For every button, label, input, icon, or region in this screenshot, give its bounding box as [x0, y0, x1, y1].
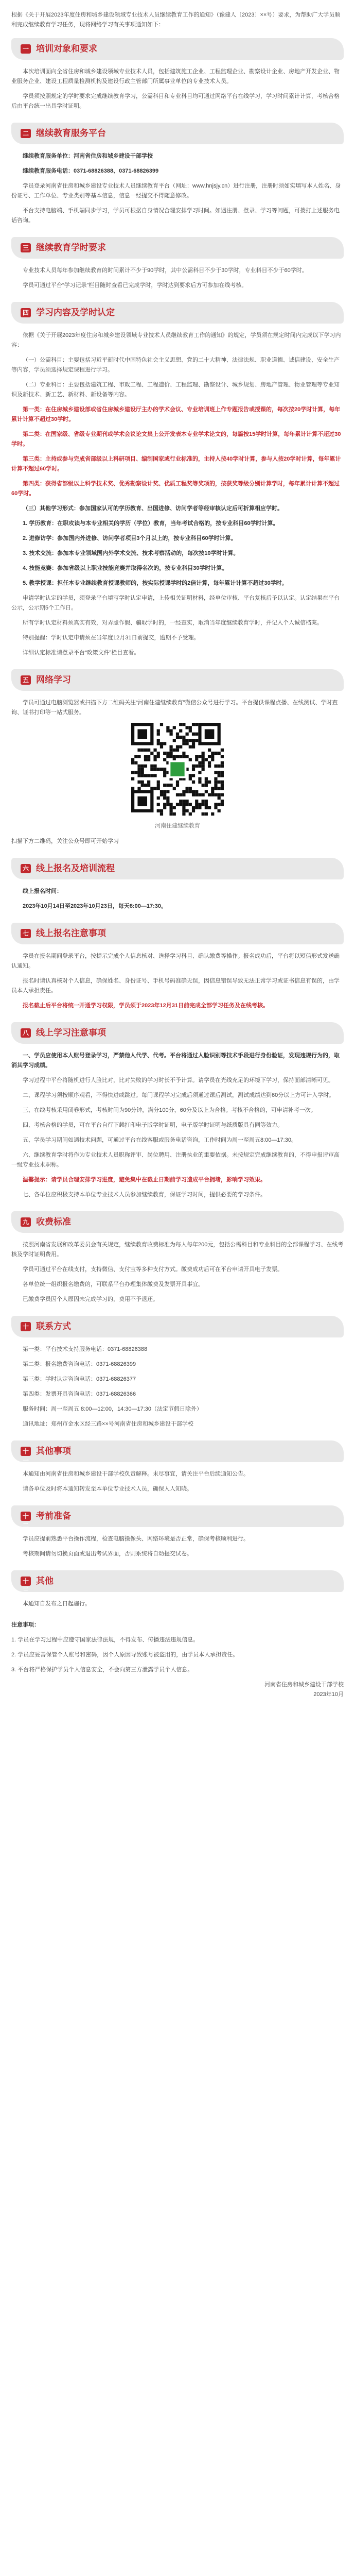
section-title-text: 学习内容及学时认定 [36, 308, 115, 317]
section-paragraph: 2. 进修访学：参加国内外进修、访问学者项目3个月以上的，按专业科目60学时计算。 [23, 535, 237, 541]
section-title-text: 联系方式 [36, 1321, 71, 1331]
section-number-badge: 七 [21, 929, 31, 938]
section-paragraph: 第二类：报名缴费咨询电话：0371-68826399 [23, 1361, 136, 1367]
section-paragraph: 考核期间请勿切换页面或退出考试界面，否则系统将自动提交试卷。 [23, 1551, 192, 1557]
section-title [11, 923, 344, 944]
section-title [11, 1316, 344, 1337]
section-number-badge: 四 [21, 308, 31, 317]
section-title [11, 1440, 344, 1462]
section-title [11, 1505, 344, 1527]
closing-notes [11, 1620, 344, 1675]
qr-code-image [131, 723, 224, 816]
section-paragraph: 报名时请认真核对个人信息，确保姓名、身份证号、手机号码准确无误，因信息错误导致无法正常学习或证书信息有误的，由学员本人承担责任。 [11, 978, 340, 994]
section-paragraph: 平台支持电脑端、手机端同步学习，学员可根据自身情况合理安排学习时间。如遇注册、登录、学习等问题，可拨打上述服务电话咨询。 [11, 208, 340, 224]
section-title [11, 1211, 344, 1233]
section [11, 38, 344, 111]
section-title [11, 123, 344, 144]
section-paragraph: 报名截止后平台将统一开通学习权限，学员须于2023年12月31日前完成全部学习任务及在线考核。 [23, 1003, 269, 1009]
section-title-text: 继续教育学时要求 [36, 243, 106, 252]
section [11, 669, 344, 846]
section-title-text: 继续教育服务平台 [36, 128, 106, 138]
qr-code-block [11, 723, 344, 829]
section [11, 237, 344, 291]
section-title-text: 其他 [36, 1576, 54, 1586]
section-paragraph: 特别提醒：学时认定申请须在当年度12月31日前提交，逾期不予受理。 [23, 635, 200, 641]
section-title [11, 302, 344, 324]
section-title [11, 858, 344, 879]
section-number-badge: 十二 [21, 1512, 31, 1521]
section [11, 923, 344, 1011]
closing-paragraph: 3. 平台将严格保护学员个人信息安全，不会向第三方泄露学员个人信息。 [11, 1667, 193, 1673]
qr-code-label: 河南住建继续教育 [155, 823, 200, 829]
section [11, 123, 344, 226]
section-number-badge: 九 [21, 1217, 31, 1227]
section-paragraph: 六、继续教育学时将作为专业技术人员职称评审、岗位聘用、注册执业的重要依据。未按规定完成继续教育的，不得申报评审高一级专业技术职称。 [11, 1152, 340, 1168]
section-title-text: 线上报名及培训流程 [36, 863, 115, 873]
section-paragraph: 所有学时认定材料须真实有效，对弄虚作假、骗取学时的，一经查实，取消当年度继续教育学时，并记入个人诚信档案。 [23, 620, 323, 626]
section [11, 302, 344, 658]
section-paragraph: 一、学员应使用本人账号登录学习，严禁他人代学、代考。平台将通过人脸识别等技术手段进行身份验证，发现违规行为的，取消其学习成绩。 [11, 1053, 340, 1069]
section-paragraph: 已缴费学员因个人原因未完成学习的，费用不予退还。 [23, 1296, 158, 1302]
sections-container [11, 38, 344, 1609]
section-paragraph: 依据《关于开展2023年度住房和城乡建设领域专业技术人员继续教育工作的通知》的规定，学员须在规定时间内完成以下学习内容： [11, 332, 341, 348]
closing-paragraph: 注意事项： [11, 1622, 40, 1628]
section-paragraph: 学习过程中平台将随机进行人脸比对，比对失败的学习时长不予计算。请学员在光线充足的环境下学习，保持面部清晰可见。 [23, 1077, 334, 1083]
section-paragraph: 学员可通过电脑浏览器或扫描下方二维码关注“河南住建继续教育”微信公众号进行学习。平台提供课程点播、在线测试、学时查询、证书打印等一站式服务。 [11, 700, 338, 716]
section [11, 1570, 344, 1609]
section-paragraph: 第一类：在住房城乡建设部或省住房城乡建设厅主办的学术会议、专业培训班上作专题报告或授课的，每次按20学时计算，每年累计计算不超过30学时。 [11, 406, 341, 422]
section-title [11, 1022, 344, 1044]
section-paragraph: 3. 技术交流：参加本专业领域国内外学术交流、技术考察活动的，每次按10学时计算。 [23, 550, 239, 556]
section-paragraph: 线上报名时间： [23, 888, 62, 894]
section-paragraph: 本通知由河南省住房和城乡建设干部学校负责解释。未尽事宜，请关注平台后续通知公告。 [23, 1471, 249, 1477]
signature-block [11, 1680, 344, 1700]
section-paragraph: 四、考核合格的学员，可在平台自行下载打印电子版学时证明，电子版学时证明与纸质版具有同等效力。 [23, 1122, 283, 1128]
section-title-text: 其他事项 [36, 1446, 71, 1456]
section-paragraph: 三、在线考核采用闭卷形式，考核时间为90分钟，满分100分，60分及以上为合格。考核不合格的，可申请补考一次。 [23, 1107, 316, 1113]
section-paragraph: 本次培训面向全省住房和城乡建设领域专业技术人员，包括建筑施工企业、工程监理企业、勘察设计企业、房地产开发企业、物业服务企业、建设工程质量检测机构及建设行政主管部门所属事业单位的专业技术人员。 [11, 69, 340, 84]
closing-paragraph: 1. 学员在学习过程中应遵守国家法律法规，不得发布、传播违法违规信息。 [11, 1637, 199, 1643]
section-paragraph: 继续教育服务单位：河南省住房和城乡建设干部学校 [23, 153, 153, 159]
section-paragraph: 5. 教学授课：担任本专业继续教育授课教师的，按实际授课学时的2倍计算，每年累计计算不超过30学时。 [23, 580, 288, 586]
section-paragraph: 温馨提示：请学员合理安排学习进度，避免集中在截止日期前学习造成平台拥堵，影响学习效果。 [23, 1177, 266, 1183]
section-paragraph: 第三类：学时认定咨询电话：0371-68826377 [23, 1376, 136, 1382]
section-title-text: 培训对象和要求 [36, 44, 97, 54]
section-paragraph: 第四类：获得省部级以上科学技术奖、优秀勘察设计奖、优质工程奖等奖项的，按获奖等级分别计算学时，每年累计计算不超过60学时。 [11, 481, 340, 497]
closing-paragraph: 2. 学员应妥善保管个人账号和密码，因个人原因导致账号被盗用的，由学员本人承担责任。 [11, 1652, 239, 1658]
section-paragraph: 申请学时认定的学员，须登录平台填写学时认定申请，上传相关证明材料，经单位审核、平台复核后予以认定。认定结果在平台公示，公示期5个工作日。 [11, 595, 340, 611]
section-paragraph: 学员须按照规定的学时要求完成继续教育学习，公需科目和专业科目均可通过网络平台在线学习，学习时间累计计算，考核合格后由平台统一出具学时证明。 [11, 93, 340, 109]
section [11, 1505, 344, 1559]
section-paragraph: （二）专业科目：主要包括建筑工程、市政工程、工程造价、工程监理、勘察设计、城乡规划、房地产管理、物业管理等专业知识及新技术、新工艺、新材料、新设备等内容。 [11, 382, 340, 398]
section-paragraph: 七、各单位应积极支持本单位专业技术人员参加继续教育，保证学习时间，提供必要的学习条件。 [23, 1192, 266, 1198]
section-number-badge: 五 [21, 675, 31, 685]
section-paragraph: 本通知自发布之日起施行。 [23, 1601, 91, 1607]
section-paragraph: 按照河南省发展和改革委员会有关规定，继续教育收费标准为每人每年200元，包括公需科目和专业科目的全部课程学习、在线考核及学时证明费用。 [11, 1242, 344, 1258]
section-paragraph: 学员可通过平台“学习记录”栏目随时查看已完成学时，学时达到要求后方可参加在线考核。 [23, 282, 247, 289]
section-title [11, 1570, 344, 1592]
section-paragraph: 扫描下方二维码，关注公众号即可开始学习 [11, 838, 119, 844]
section-paragraph: 详细认定标准请登录平台“政策文件”栏目查看。 [23, 650, 140, 656]
section-paragraph: 学员应提前熟悉平台操作流程，检查电脑摄像头、网络环境是否正常，确保考核顺利进行。 [23, 1536, 249, 1542]
section-paragraph: 学员在报名期间登录平台，按提示完成个人信息核对、选择学习科目、确认缴费等操作。报名成功后，平台将以短信形式发送确认通知。 [11, 953, 340, 969]
section-title-text: 考前准备 [36, 1511, 71, 1521]
section-number-badge: 十 [21, 1322, 31, 1331]
section-title [11, 669, 344, 691]
section-paragraph: 专业技术人员每年参加继续教育的时间累计不少于90学时，其中公需科目不少于30学时，专业科目不少于60学时。 [23, 267, 308, 274]
section-number-badge: 一 [21, 44, 31, 54]
section-paragraph: 二、课程学习须按顺序观看，不得快进或跳过。每门课程学习完成后须通过课后测试，测试成绩达到60分以上方可计入学时。 [23, 1092, 335, 1098]
section-paragraph: 学员登录河南省住房和城乡建设专业技术人员继续教育平台（网址：www.hnjsjy.cn）进行注册，注册时须如实填写本人姓名、身份证号、工作单位、专业类别等基本信息，信息一经提交不得随意修改。 [11, 183, 341, 199]
section-paragraph: 五、学员学习期间如遇技术问题，可通过平台在线客服或服务电话咨询，工作时间为周一至周五8:00—17:30。 [23, 1137, 297, 1143]
section-title-text: 线上学习注意事项 [36, 1028, 106, 1038]
section [11, 1440, 344, 1494]
section-number-badge: 十三 [21, 1577, 31, 1586]
section-paragraph: 1. 学历教育：在职攻读与本专业相关的学历（学位）教育，当年考试合格的，按专业科目60学时计算。 [23, 520, 279, 527]
section-number-badge: 八 [21, 1028, 31, 1038]
section-number-badge: 二 [21, 129, 31, 138]
section-paragraph: 通讯地址：郑州市金水区经三路××号河南省住房和城乡建设干部学校 [23, 1421, 193, 1427]
section-paragraph: 第三类：主持或参与完成省部级以上科研项目、编制国家或行业标准的，主持人按40学时计算，参与人按20学时计算，每年累计计算不超过60学时。 [11, 456, 341, 472]
section-number-badge: 六 [21, 864, 31, 873]
section-paragraph: 4. 技能竞赛：参加省级以上职业技能竞赛并取得名次的，按专业科目30学时计算。 [23, 565, 228, 571]
section-number-badge: 十一 [21, 1447, 31, 1456]
section-paragraph: 第四类：发票开具咨询电话：0371-68826366 [23, 1391, 136, 1397]
section-paragraph: 学员可通过平台在线支付，支持微信、支付宝等多种支付方式。缴费成功后可在平台申请开具电子发票。 [23, 1266, 283, 1273]
section-paragraph: 各单位统一组织报名缴费的，可联系平台办理集体缴费及发票开具事宜。 [23, 1281, 204, 1287]
section-number-badge: 三 [21, 243, 31, 252]
section [11, 1211, 344, 1304]
section-paragraph: 服务时间：周一至周五 8:00—12:00，14:30—17:30（法定节假日除外） [23, 1406, 203, 1412]
section-paragraph: 第一类：平台技术支持服务电话：0371-68826388 [23, 1346, 148, 1352]
section [11, 1316, 344, 1429]
signature-org: 河南省住房和城乡建设干部学校 [264, 1682, 344, 1688]
section-title-text: 收费标准 [36, 1217, 71, 1227]
intro-paragraph: 根据《关于开展2023年度住房和城乡建设领域专业技术人员继续教育工作的通知》（豫建人〔2023〕××号）要求，为帮助广大学员顺利完成继续教育学习任务，现将网络学习有关事项通知如下： [11, 12, 341, 28]
section-paragraph: 2023年10月14日至2023年10月23日，每天8:00—17:30。 [23, 903, 167, 909]
section-paragraph: 请各单位及时将本通知转发至本单位专业技术人员，确保人人知晓。 [23, 1486, 192, 1492]
section-paragraph: （三）其他学习形式：参加国家认可的学历教育、出国进修、访问学者等经审核认定后可折算相应学时。 [23, 505, 283, 512]
section-title-text: 网络学习 [36, 675, 71, 685]
section [11, 858, 344, 911]
section-title [11, 237, 344, 259]
section [11, 1022, 344, 1200]
section-paragraph: （一）公需科目：主要包括习近平新时代中国特色社会主义思想、党的二十大精神、法律法规、职业道德、诚信建设、安全生产等内容，学员须选择规定课程进行学习。 [11, 357, 340, 373]
section-title-text: 线上报名注意事项 [36, 928, 106, 938]
section-paragraph: 继续教育服务电话：0371-68826388、0371-68826399 [23, 168, 159, 174]
section-paragraph: 第二类：在国家级、省级专业期刊或学术会议论文集上公开发表本专业学术论文的，每篇按15学时计算，每年累计计算不超过30学时。 [11, 431, 341, 447]
section-title [11, 38, 344, 60]
signature-date: 2023年10月 [313, 1691, 344, 1698]
